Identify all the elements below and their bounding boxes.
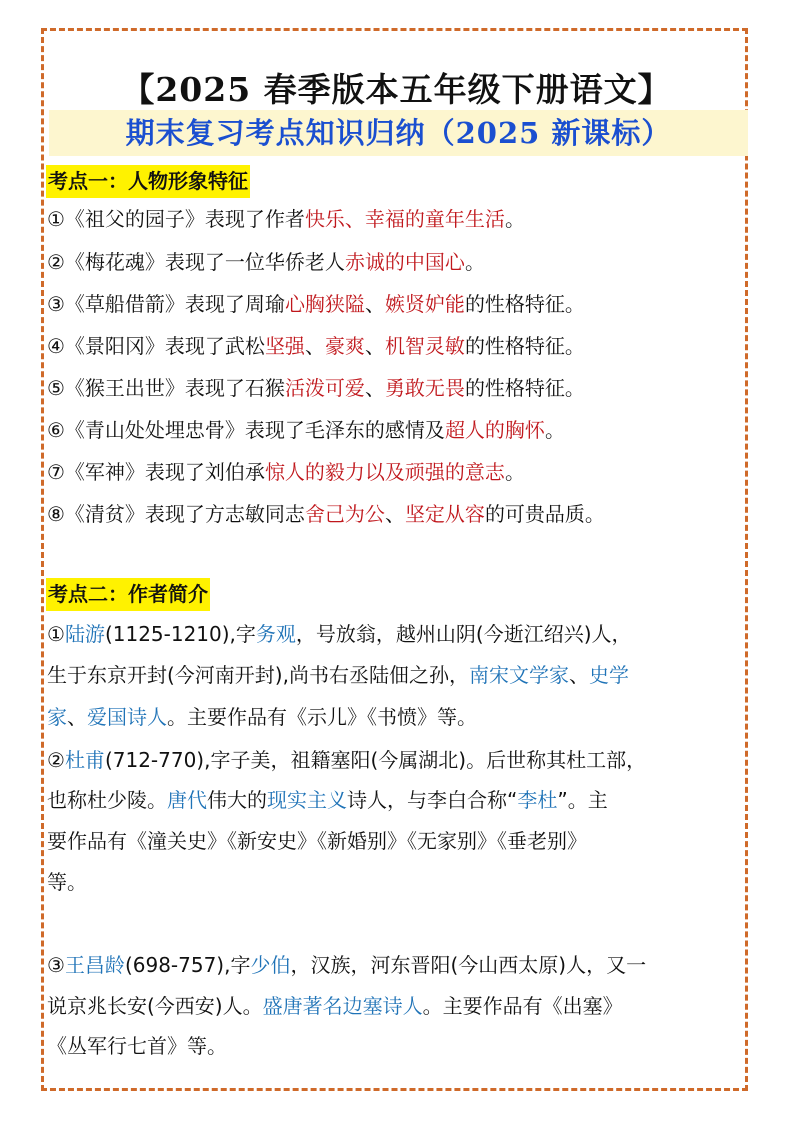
author-entry-line: 家、爱国诗人。主要作品有《示儿》《书愤》等。 [47, 705, 477, 729]
author-entry-line: ③王昌龄(698-757),字少伯，汉族，河东晋阳(今山西太原)人，又一 [47, 953, 647, 977]
list-item: ②《梅花魂》表现了一位华侨老人赤诚的中国心。 [47, 250, 485, 274]
page-subtitle: 期末复习考点知识归纳（2025 新课标） [49, 110, 748, 156]
author-entry-line: ①陆游(1125-1210),字务观，号放翁，越州山阴(今逝江绍兴)人， [47, 622, 632, 646]
author-entry-line: 说京兆长安(今西安)人。盛唐著名边塞诗人。主要作品有《出塞》 [47, 994, 623, 1018]
list-item: ③《草船借箭》表现了周瑜心胸狭隘、嫉贤妒能的性格特征。 [47, 292, 585, 316]
author-entry-line: 等。 [47, 870, 87, 894]
author-entry-line: ②杜甫(712-770),字子美，祖籍塞阳(今属湖北)。后世称其杜工部， [47, 748, 647, 772]
author-entry-line: 《丛军行七首》等。 [47, 1034, 227, 1058]
list-item: ⑤《猴王出世》表现了石猴活泼可爱、勇敢无畏的性格特征。 [47, 376, 585, 400]
page-title: 【2025 春季版本五年级下册语文】 [121, 70, 672, 109]
list-item: ⑦《军神》表现了刘伯承惊人的毅力以及顽强的意志。 [47, 460, 525, 484]
author-entry-line: 生于东京开封(今河南开封),尚书右丞陆佃之孙，南宋文学家、史学 [47, 663, 629, 687]
section-heading-1: 考点一：人物形象特征 [46, 165, 250, 198]
list-item: ⑧《清贫》表现了方志敏同志舍己为公、坚定从容的可贵品质。 [47, 502, 605, 526]
author-entry-line: 也称杜少陵。唐代伟大的现实主义诗人，与李白合称“李杜”。主 [47, 788, 608, 812]
list-item: ⑥《青山处处埋忠骨》表现了毛泽东的感情及超人的胸怀。 [47, 418, 565, 442]
list-item: ④《景阳冈》表现了武松坚强、豪爽、机智灵敏的性格特征。 [47, 334, 585, 358]
section-heading-2: 考点二：作者简介 [46, 578, 210, 611]
list-item: ①《祖父的园子》表现了作者快乐、幸福的童年生活。 [47, 207, 525, 231]
author-entry-line: 要作品有《潼关史》《新安史》《新婚别》《无家别》《垂老别》 [47, 829, 587, 853]
